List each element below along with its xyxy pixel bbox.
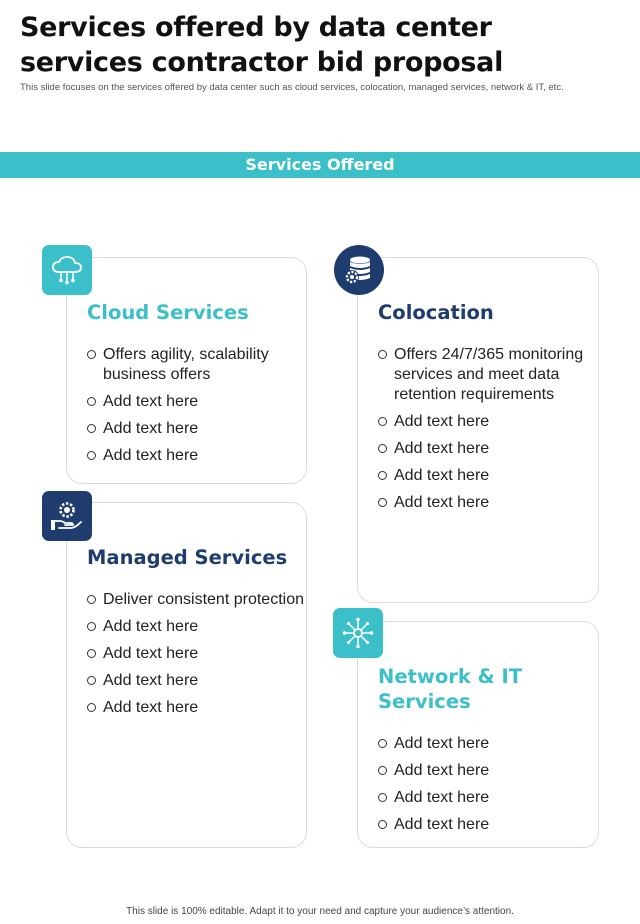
hand-gear-icon	[42, 491, 92, 541]
network-hub-icon	[333, 608, 383, 658]
bullet-icon	[378, 793, 387, 802]
list-item: Add text here	[87, 644, 305, 664]
bullet-icon	[87, 703, 96, 712]
list-item: Add text here	[87, 617, 305, 637]
colocation-card	[357, 257, 599, 603]
list-item: Add text here	[378, 761, 596, 781]
cloud-network-icon	[42, 245, 92, 295]
network-it-services-card	[357, 621, 599, 848]
cloud-services-title: Cloud Services	[87, 301, 249, 324]
database-gear-icon	[334, 245, 384, 295]
page-title: Services offered by data center services contractor bid proposal	[20, 12, 504, 78]
page-subtitle: This slide focuses on the services offered by data center such as cloud services, colocation, managed services, network & IT, etc.	[20, 82, 564, 93]
list-item: Add text here	[378, 466, 596, 486]
bullet-icon	[87, 622, 96, 631]
managed-services-card	[66, 502, 307, 848]
bullet-icon	[378, 444, 387, 453]
bullet-icon	[378, 739, 387, 748]
bullet-icon	[378, 766, 387, 775]
list-item: Offers 24/7/365 monitoring services and meet data retention requirements	[378, 345, 596, 405]
bullet-icon	[378, 498, 387, 507]
bullet-icon	[87, 649, 96, 658]
bullet-icon	[87, 397, 96, 406]
list-item: Add text here	[87, 671, 305, 691]
network-it-services-list	[378, 734, 596, 842]
bullet-icon	[87, 595, 96, 604]
list-item: Add text here	[87, 698, 305, 718]
list-item: Add text here	[87, 446, 305, 466]
bullet-icon	[378, 471, 387, 480]
services-banner: Services Offered	[0, 152, 640, 178]
list-item: Add text here	[378, 788, 596, 808]
list-item: Add text here	[87, 392, 305, 412]
bullet-icon	[87, 676, 96, 685]
bullet-icon	[378, 820, 387, 829]
colocation-list	[378, 345, 596, 520]
list-item: Add text here	[378, 439, 596, 459]
managed-services-list	[87, 590, 305, 725]
list-item: Add text here	[378, 493, 596, 513]
bullet-icon	[378, 417, 387, 426]
network-it-services-title: Network & IT Services	[378, 665, 523, 713]
page-footer: This slide is 100% editable. Adapt it to your need and capture your audience’s attention.	[126, 906, 514, 917]
cloud-services-list	[87, 345, 305, 473]
list-item: Add text here	[378, 412, 596, 432]
list-item: Deliver consistent protection	[87, 590, 305, 610]
bullet-icon	[87, 424, 96, 433]
managed-services-title: Managed Services	[87, 546, 288, 569]
bullet-icon	[378, 350, 387, 359]
bullet-icon	[87, 350, 96, 359]
list-item: Offers agility, scalability business offers	[87, 345, 305, 385]
list-item: Add text here	[378, 815, 596, 835]
list-item: Add text here	[87, 419, 305, 439]
cloud-services-card	[66, 257, 307, 484]
colocation-title: Colocation	[378, 301, 494, 324]
bullet-icon	[87, 451, 96, 460]
list-item: Add text here	[378, 734, 596, 754]
